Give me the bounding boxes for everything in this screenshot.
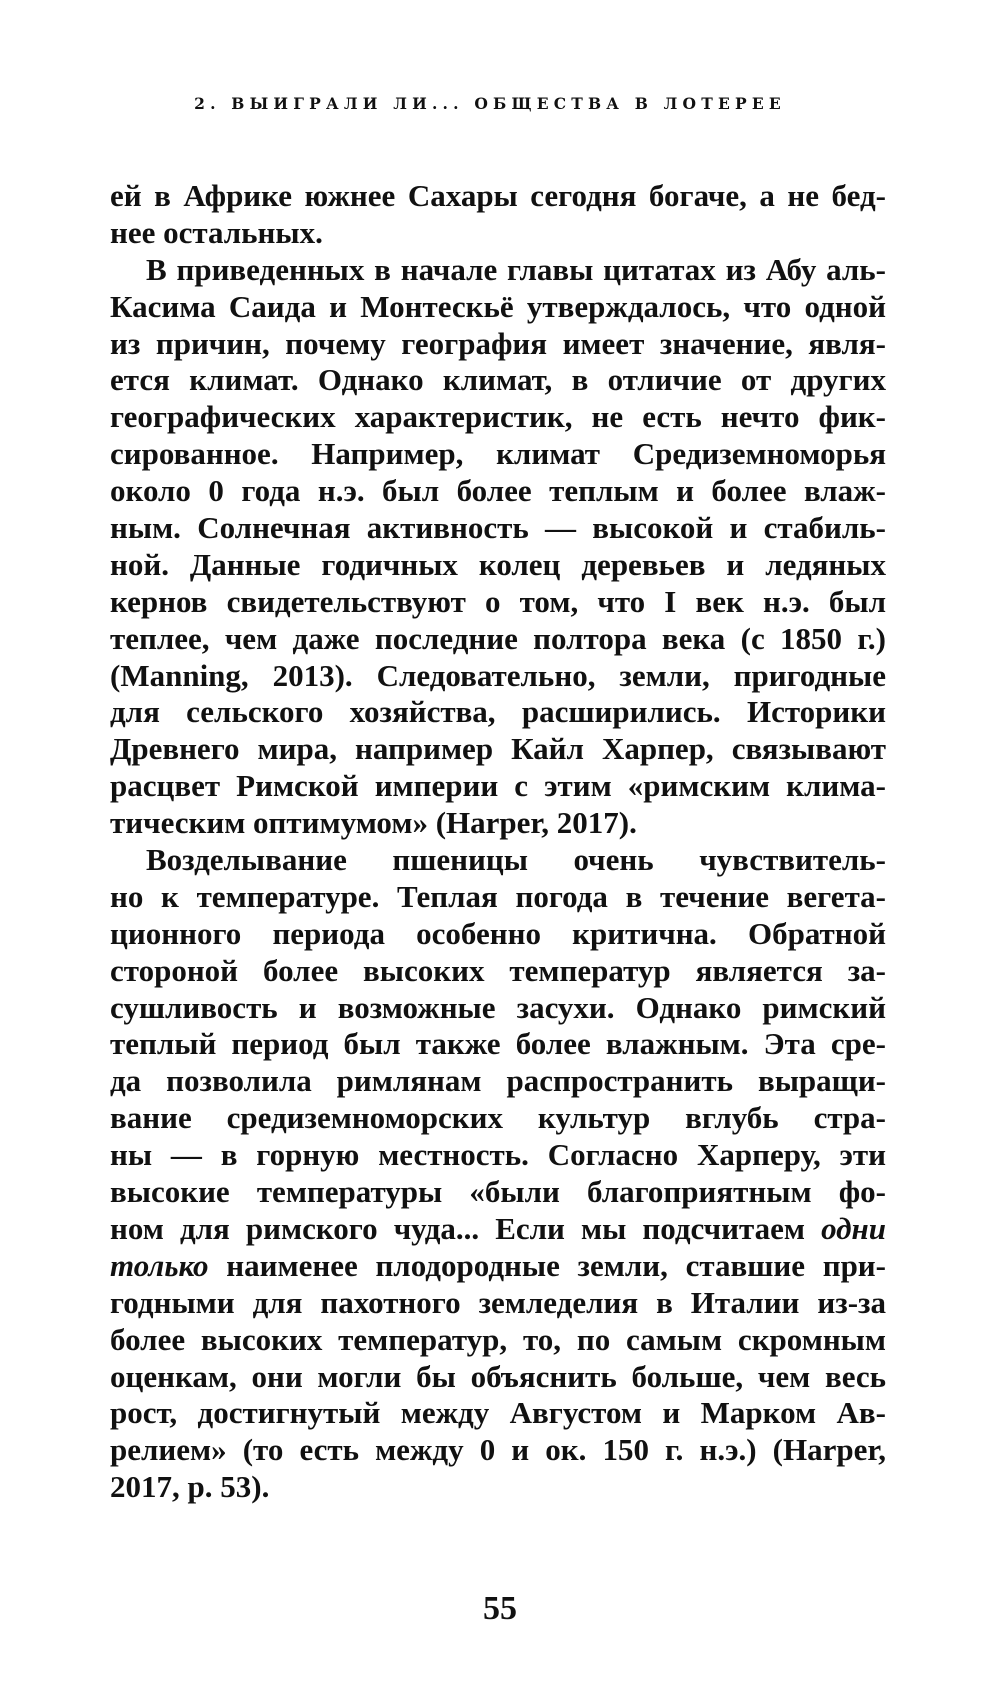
line-text: из причин, почему география имеет значение, явля- — [110, 325, 886, 361]
text-line — [110, 1026, 886, 1063]
text-line — [110, 731, 886, 768]
text-line — [110, 1174, 886, 1211]
line-text: более высоких температур, то, по самым скромным — [110, 1321, 886, 1357]
text-line — [110, 1063, 886, 1100]
text-line — [110, 658, 886, 695]
line-text: Возделывание пшеницы очень чувствитель- — [146, 842, 886, 878]
text-line — [110, 215, 886, 252]
line-text: стороной более высоких температур является за- — [110, 952, 886, 988]
text-line — [110, 1469, 886, 1506]
line-text: кернов свидетельствуют о том, что I век н.э. был — [110, 583, 886, 619]
body-text — [110, 178, 886, 1506]
line-text: оценкам, они могли бы объяснить больше, чем весь — [110, 1358, 886, 1394]
text-line — [110, 473, 886, 510]
text-line — [110, 768, 886, 805]
text-line — [110, 289, 886, 326]
text-line — [110, 621, 886, 658]
line-text: (Manning, 2013). Следовательно, земли, пригодные — [110, 657, 886, 693]
line-text: высокие температуры «были благоприятным фо- — [110, 1174, 886, 1210]
line-text: релием» (то есть между 0 и ок. 150 г. н.э.) (Harper, — [110, 1432, 886, 1468]
text-line — [110, 1248, 886, 1285]
line-text: В приведенных в начале главы цитатах из Абу аль- — [146, 251, 886, 287]
line-text: сушливость и возможные засухи. Однако римский — [110, 989, 886, 1025]
text-line — [110, 178, 886, 215]
text-line — [110, 1359, 886, 1396]
page-number: 55 — [483, 1590, 517, 1627]
line-text: нее остальных. — [110, 214, 323, 250]
line-text: ей в Африке южнее Сахары сегодня богаче, а не бед- — [110, 178, 886, 213]
text-line — [110, 842, 886, 879]
line-text: ется климат. Однако климат, в отличие от других — [110, 362, 886, 398]
line-text: географических характеристик, не есть нечто фик- — [110, 399, 886, 435]
text-line — [110, 953, 886, 990]
text-line — [110, 362, 886, 399]
line-text: теплее, чем даже последние полтора века (с 1850 г.) — [110, 620, 886, 656]
line-text: ционного периода особенно критична. Обратной — [110, 915, 886, 951]
text-line — [110, 1432, 886, 1469]
text-line — [110, 1285, 886, 1322]
line-text: для сельского хозяйства, расширились. Историки — [110, 694, 886, 730]
line-text: Древнего мира, например Кайл Харпер, связывают — [110, 731, 886, 767]
text-line — [110, 252, 886, 289]
line-text: около 0 года н.э. был более теплым и более влаж- — [110, 473, 886, 509]
text-line — [110, 805, 886, 842]
text-line — [110, 1395, 886, 1432]
text-line — [110, 1137, 886, 1174]
line-text: вание средиземноморских культур вглубь стра- — [110, 1100, 886, 1136]
line-text: ным. Солнечная активность — высокой и стабиль- — [110, 510, 886, 546]
running-head: 2. ВЫИГРАЛИ ЛИ... ОБЩЕСТВА В ЛОТЕРЕЕ — [194, 94, 786, 113]
line-text: тическим оптимумом» (Harper, 2017). — [110, 805, 637, 841]
line-text: ном для римского чуда... Если мы подсчитаем — [110, 1210, 805, 1246]
line-text: Касима Саида и Монтескьё утверждалось, что одной — [110, 288, 886, 324]
text-line — [110, 399, 886, 436]
italic-fragment: одни — [821, 1210, 886, 1246]
text-line — [110, 1100, 886, 1137]
text-line — [110, 510, 886, 547]
line-text: расцвет Римской империи с этим «римским клима- — [110, 768, 886, 804]
line-text: наименее плодородные земли, ставшие при- — [208, 1247, 886, 1283]
text-line — [110, 1211, 886, 1248]
text-line — [110, 1322, 886, 1359]
text-line — [110, 990, 886, 1027]
line-text: рост, достигнутый между Августом и Марком Ав- — [110, 1395, 886, 1431]
text-line — [110, 547, 886, 584]
line-text: 2017, p. 53). — [110, 1469, 270, 1505]
line-text: да позволила римлянам распространить выращи- — [110, 1063, 886, 1099]
text-line — [110, 916, 886, 953]
text-line — [110, 694, 886, 731]
line-text: ны — в горную местность. Согласно Харперу, эти — [110, 1137, 886, 1173]
text-line — [110, 584, 886, 621]
text-line — [110, 879, 886, 916]
italic-fragment: только — [110, 1247, 209, 1283]
text-line — [110, 326, 886, 363]
line-text: сированное. Например, климат Средиземноморья — [110, 436, 886, 472]
line-text: но к температуре. Теплая погода в течение вегета- — [110, 878, 886, 914]
text-line — [110, 436, 886, 473]
line-text: годными для пахотного земледелия в Италии из-за — [110, 1284, 886, 1320]
line-text: теплый период был также более влажным. Эта сре- — [110, 1026, 886, 1062]
line-text: ной. Данные годичных колец деревьев и ледяных — [110, 546, 886, 582]
